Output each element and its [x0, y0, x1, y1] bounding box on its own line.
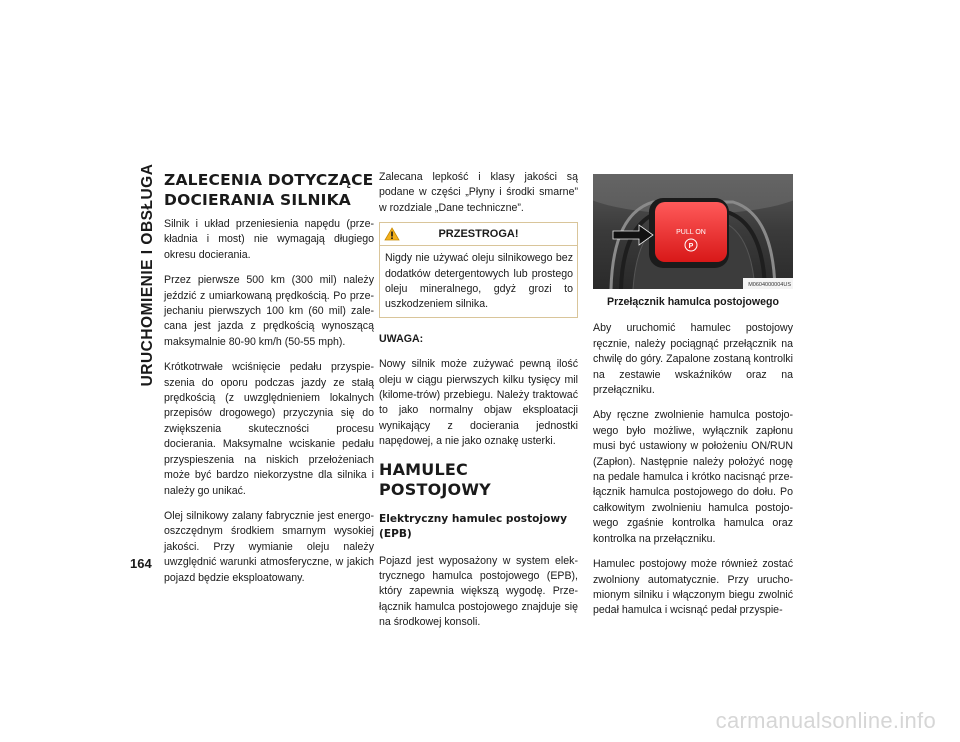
paragraph: Aby uruchomić hamulec postojowy ręcznie, należy pociągnąć przełącznik na chwilę do góry. Zapalone zostaną kontrolki na zestawie wskaźników oraz na przełączniku.	[593, 322, 793, 397]
photo-caption: Przełącznik hamulca postojowego	[607, 296, 779, 308]
section-side-tab-label: URUCHOMIENIE I OBSŁUGA	[139, 163, 156, 387]
break-in-heading: ZALECENIA DOTYCZĄCE DOCIERANIA SILNIKA	[164, 171, 374, 209]
epb-subheading: Elektryczny hamulec postojowy (EPB)	[379, 512, 568, 541]
paragraph: Hamulec postojowy może również zostać zwolniony automatycznie. Przy urucho-mionym silniku i włączonym biegu zwolnić pedał hamulca i wcisnąć pedał przyspie-	[593, 558, 793, 617]
column-3	[593, 170, 793, 629]
column-1	[164, 170, 374, 596]
warning-triangle-icon	[384, 227, 400, 241]
paragraph: Aby ręczne zwolnienie hamulca postojo-wego było możliwe, wyłącznik zapłonu musi być ustawiony w położeniu ON/RUN (Zapłon). Następnie należy położyć nogę na pedale hamulca i krótko nacisnąć prze-łącznik hamulca postojowego do dołu. Po całkowitym zwolnieniu hamulca postojo-wego zgaśnie kontrolka hamulca oraz kontrolka na przełączniku.	[593, 409, 793, 545]
parking-brake-switch-image	[593, 174, 793, 289]
parking-brake-heading: HAMULEC POSTOJOWY	[379, 459, 491, 499]
photo-pull-on-label: PULL ON	[676, 229, 706, 236]
photo-code: M0604000004US	[748, 282, 791, 288]
paragraph: Pojazd jest wyposażony w system elek-trycznego hamulca postojowego (EPB), który zapewnia większą wygodę. Prze-łącznik hamulca postojowego znajduje się na środkowej konsoli.	[379, 554, 578, 629]
section-side-tab	[140, 150, 156, 400]
paragraph: Przez pierwsze 500 km (300 mil) należy jeździć z umiarkowaną prędkością. Po prze-jechaniu pierwszych 100 km (60 mil) zale-cana jest jazda z prędkością wynoszącą maksymalnie 80-90 km/h (50-55 mph).	[164, 274, 374, 348]
warning-text: Nigdy nie używać oleju silnikowego bez dodatków detergentowych lub prostego oleju mineralnego, gdyż grozi to uszkodzeniem silnika.	[385, 252, 573, 311]
paragraph: Zalecana lepkość i klasy jakości są podane w części „Płyny i środki smarne” w rozdziale „Dane techniczne”.	[379, 171, 578, 214]
parking-brake-switch-photo	[593, 174, 793, 289]
paragraph: Krótkotrwałe wciśnięcie pedału przyspie-szenia do oporu podczas jazdy ze stałą prędkością (z uwzględnieniem lokalnych przepisów drogowego) przyczynia się do zwiększenia skuteczności procesu docierania. Maksymalne wciskanie pedału przyspieszenia na niskich przełożeniach może być bardzo niekorzystne dla silnika i należy go unikać.	[164, 361, 374, 497]
warning-header	[380, 223, 577, 246]
note-label: UWAGA:	[379, 332, 424, 345]
warning-box	[379, 222, 578, 318]
paragraph: Olej silnikowy zalany fabrycznie jest energo-oszczędnym środkiem smarnym wysokiej jakości. Przy wymianie oleju należy uwzględnić warunki atmosferyczne, w jakich pojazd będzie eksploatowany.	[164, 509, 374, 584]
note-text: Nowy silnik może zużywać pewną ilość oleju w ciągu pierwszych kilku tysięcy mil (kilome-trów) przebiegu. Należy traktować to jako normalny objaw eksploatacji wynikający z docierania jednostki napędowej, a nie jako oznakę usterki.	[379, 358, 578, 448]
page-number: 164	[130, 556, 152, 571]
photo-p-symbol: P	[688, 243, 694, 250]
warning-title: PRZESTROGA!	[438, 228, 519, 241]
column-2	[379, 170, 578, 641]
paragraph: Silnik i układ przeniesienia napędu (prze-kładnia i most) nie wymagają długiego okresu docierania.	[164, 218, 374, 261]
watermark: carmanualsonline.info	[715, 708, 936, 733]
